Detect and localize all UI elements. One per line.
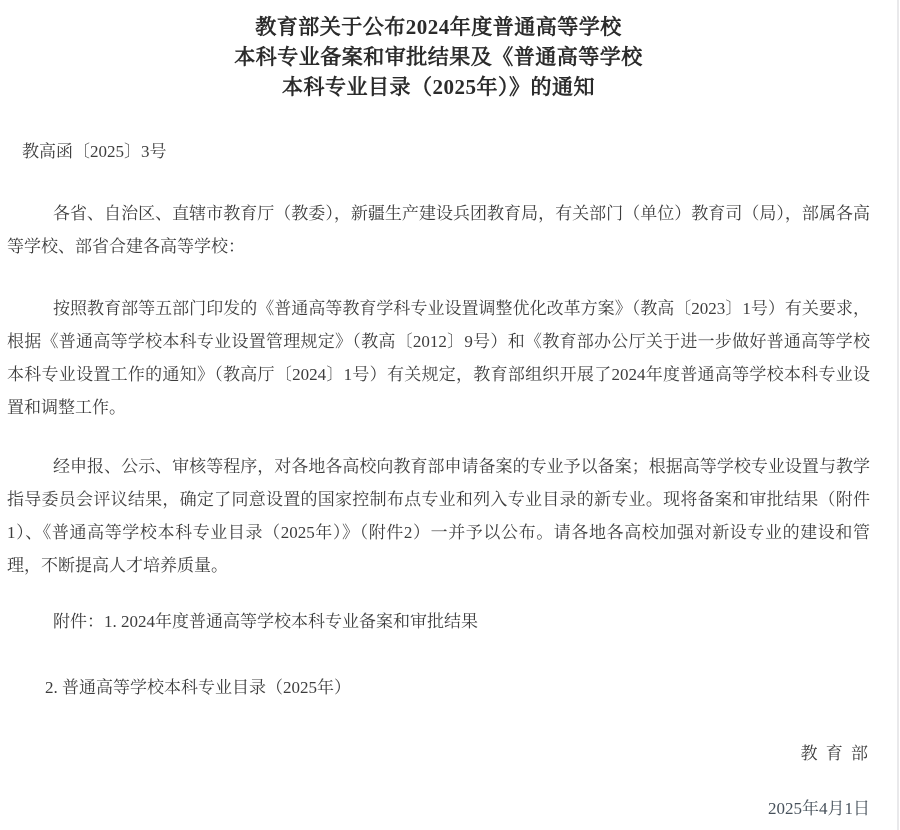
body-paragraph-results: 经申报、公示、审核等程序，对各地各高校向教育部申请备案的专业予以备案；根据高等学校专业设置与教学指导委员会评议结果，确定了同意设置的国家控制布点专业和列入专业目录的新专业。现将备案和审批结果（附件1）、《普通高等学校本科专业目录（2025年）》（附件2）一并予以公布。请各地各高校加强对新设专业的建设和管理，不断提高人才培养质量。 <box>7 457 870 575</box>
title-line-3: 本科专业目录（2025年）》的通知 <box>282 75 595 99</box>
attachment-item-2: 2. 普通高等学校本科专业目录（2025年） <box>45 678 351 697</box>
signature-issuer: 教 育 部 <box>800 744 870 763</box>
title-line-2: 本科专业备案和审批结果及《普通高等学校 <box>234 45 643 69</box>
page-title <box>7 12 870 102</box>
attachments-label: 附件： <box>53 612 104 631</box>
title-line-1: 教育部关于公布2024年度普通高等学校 <box>255 15 622 39</box>
attachment-item-1: 1. 2024年度普通高等学校本科专业备案和审批结果 <box>104 612 478 631</box>
attachments-line-1 <box>53 605 870 638</box>
document-number: 教高函〔2025〕3号 <box>22 142 167 161</box>
recipients-paragraph: 各省、自治区、直辖市教育厅（教委），新疆生产建设兵团教育局，有关部门（单位）教育司（局），部属各高等学校、部省合建各高等学校： <box>7 204 870 256</box>
signature-date: 2025年4月1日 <box>768 799 870 818</box>
body-paragraph-basis: 按照教育部等五部门印发的《普通高等教育学科专业设置调整优化改革方案》（教高〔2023〕1号）有关要求，根据《普通高等学校本科专业设置管理规定》（教高〔2012〕9号）和《教育部办公厅关于进一步做好普通高等学校本科专业设置工作的通知》（教高厅〔2024〕1号）有关规定，教育部组织开展了2024年度普通高等学校本科专业设置和调整工作。 <box>7 299 870 417</box>
page-right-edge-divider <box>897 0 899 830</box>
attachments-line-2 <box>45 671 870 704</box>
